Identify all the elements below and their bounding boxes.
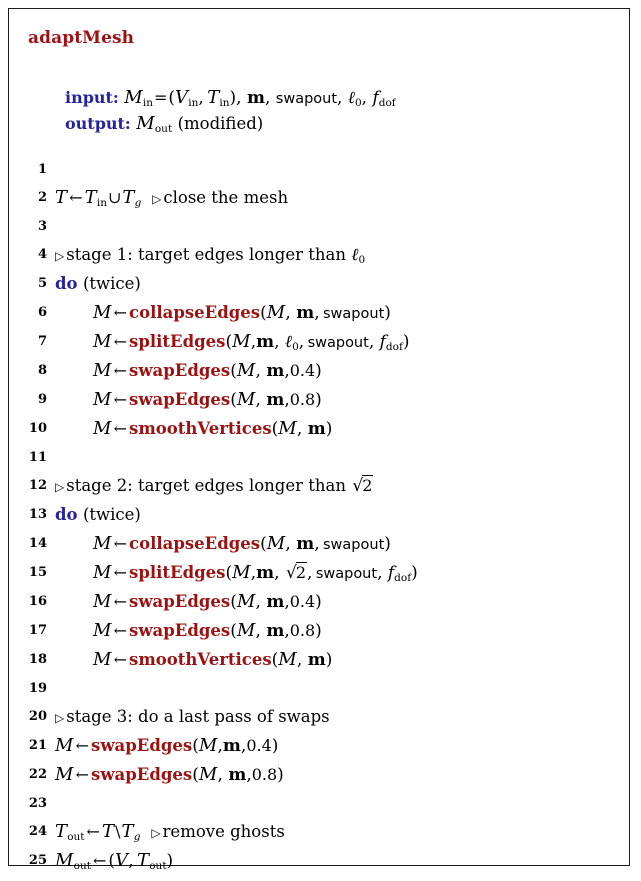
- code-line: [9, 529, 631, 558]
- code-line: [9, 298, 631, 327]
- code-statement: M ← swapEdges(M, m,0.4): [93, 591, 322, 612]
- input-ell0-symbol: ℓ$_0$: [347, 88, 362, 109]
- code-line: [9, 385, 631, 414]
- comment-triangle-icon: ▷: [152, 192, 162, 206]
- code-statement: M ← splitEdges(M,m, √2, swapout, $f_{dof}$): [93, 558, 418, 593]
- code-statement: $M_{out}$ ← (V, $T_{out}$): [55, 850, 174, 872]
- line-number: 12: [28, 478, 47, 493]
- call-splitEdges: splitEdges: [129, 332, 226, 351]
- comment-triangle-icon: ▷: [55, 711, 65, 725]
- keyword-do: do: [55, 505, 78, 524]
- code-statement: do (twice): [55, 274, 141, 293]
- line-number: 25: [28, 853, 47, 868]
- code-statement: M ← swapEdges(M, m,0.8): [55, 764, 284, 785]
- sqrt-two: √2: [285, 563, 306, 583]
- call-collapseEdges: collapseEdges: [129, 303, 261, 322]
- algorithm-frame: [8, 8, 630, 872]
- input-fdof-symbol: $f_{dof}$: [372, 88, 396, 109]
- code-statement: T ← $T_{in}\cup T_g$ ▷ close the mesh: [55, 187, 289, 209]
- code-line: [9, 471, 631, 500]
- code-line: [9, 356, 631, 385]
- output-mesh-symbol: $M_{out}$: [136, 113, 173, 135]
- line-number: 8: [37, 363, 47, 378]
- code-line: [9, 240, 631, 269]
- line-number: 4: [37, 247, 47, 262]
- algorithm-code-body: [9, 155, 631, 875]
- input-mesh-symbol: $M_{in}$: [124, 87, 153, 109]
- input-line: input: $M_{in}=(V_{in}$, $T_{in}$), m, swapout, ℓ$_0$, $f_{dof}$: [65, 87, 396, 109]
- line-number: 10: [28, 421, 47, 436]
- code-line: [9, 155, 631, 183]
- code-statement: M ← collapseEdges(M, m, swapout): [93, 302, 391, 323]
- code-line: [9, 212, 631, 240]
- code-line: [9, 702, 631, 731]
- line-number: 1: [37, 162, 47, 177]
- input-verts-symbol: $V_{in}$: [175, 87, 199, 109]
- line-number: 16: [28, 594, 47, 609]
- code-statement: do (twice): [55, 505, 141, 524]
- code-statement: M ← swapEdges(M,m,0.4): [55, 735, 279, 756]
- line-number: 24: [28, 824, 47, 839]
- call-collapseEdges: collapseEdges: [129, 534, 261, 553]
- line-number: 6: [37, 305, 47, 320]
- line-number: 9: [37, 392, 47, 407]
- input-metric-symbol: m: [246, 88, 265, 108]
- call-swapEdges: swapEdges: [91, 736, 193, 755]
- code-line: [9, 846, 631, 875]
- code-statement: M ← swapEdges(M, m,0.8): [93, 389, 322, 410]
- line-number: 7: [37, 334, 47, 349]
- line-number: 22: [28, 767, 47, 782]
- code-line: [9, 760, 631, 789]
- call-swapEdges: swapEdges: [91, 765, 193, 784]
- keyword-do: do: [55, 274, 78, 293]
- code-line: [9, 674, 631, 702]
- input-label: input:: [65, 88, 119, 107]
- sqrt-two: √2: [352, 476, 373, 496]
- call-splitEdges: splitEdges: [129, 563, 226, 582]
- code-line: [9, 558, 631, 587]
- code-statement: M ← swapEdges(M, m,0.4): [93, 360, 322, 381]
- input-tris-symbol: $T_{in}$: [207, 87, 230, 109]
- line-number: 19: [28, 681, 47, 696]
- call-smoothVertices: smoothVertices: [129, 419, 272, 438]
- comment-triangle-icon: ▷: [55, 480, 65, 494]
- output-modified-note: (modified): [177, 114, 264, 133]
- call-swapEdges: swapEdges: [129, 592, 231, 611]
- call-swapEdges: swapEdges: [129, 361, 231, 380]
- code-statement: M ← smoothVertices(M, m): [93, 418, 333, 439]
- code-line: [9, 817, 631, 846]
- call-swapEdges: swapEdges: [129, 621, 231, 640]
- code-statement: M ← swapEdges(M, m,0.8): [93, 620, 322, 641]
- algorithm-title: adaptMesh: [28, 28, 135, 48]
- code-statement: M ← smoothVertices(M, m): [93, 649, 333, 670]
- code-statement: $T_{out}$ ← $T\backslash T_g$ ▷ remove ghosts: [55, 821, 285, 843]
- line-number: 13: [28, 507, 47, 522]
- call-swapEdges: swapEdges: [129, 390, 231, 409]
- code-line: [9, 789, 631, 817]
- code-line: [9, 500, 631, 529]
- line-number: 20: [28, 709, 47, 724]
- code-line: [9, 616, 631, 645]
- comment-triangle-icon: ▷: [55, 249, 65, 263]
- line-number: 11: [28, 450, 47, 465]
- code-line: [9, 414, 631, 443]
- output-line: [65, 111, 625, 137]
- code-statement: ▷ stage 2: target edges longer than √2: [55, 471, 373, 502]
- code-line: [9, 443, 631, 471]
- line-number: 15: [28, 565, 47, 580]
- line-number: 18: [28, 652, 47, 667]
- line-number: 17: [28, 623, 47, 638]
- code-statement: ▷ stage 1: target edges longer than ℓ$_0$: [55, 245, 366, 266]
- code-line: [9, 327, 631, 356]
- code-statement: ▷ stage 3: do a last pass of swaps: [55, 707, 330, 726]
- line-number: 14: [28, 536, 47, 551]
- line-number: 23: [28, 796, 47, 811]
- code-line: [9, 183, 631, 212]
- algorithm-io-block: [65, 85, 625, 137]
- code-line: [9, 587, 631, 616]
- code-line: [9, 731, 631, 760]
- code-line: [9, 269, 631, 298]
- line-number: 3: [37, 219, 47, 234]
- call-smoothVertices: smoothVertices: [129, 650, 272, 669]
- line-number: 2: [37, 190, 47, 205]
- code-line: [9, 645, 631, 674]
- line-number: 21: [28, 738, 47, 753]
- code-statement: M ← collapseEdges(M, m, swapout): [93, 533, 391, 554]
- code-statement: M ← splitEdges(M,m, ℓ$_0$, swapout, $f_{dof}$): [93, 331, 410, 353]
- line-number: 5: [37, 276, 47, 291]
- output-label: output:: [65, 114, 131, 133]
- input-swapout-symbol: swapout: [275, 91, 338, 107]
- comment-triangle-icon: ▷: [151, 826, 161, 840]
